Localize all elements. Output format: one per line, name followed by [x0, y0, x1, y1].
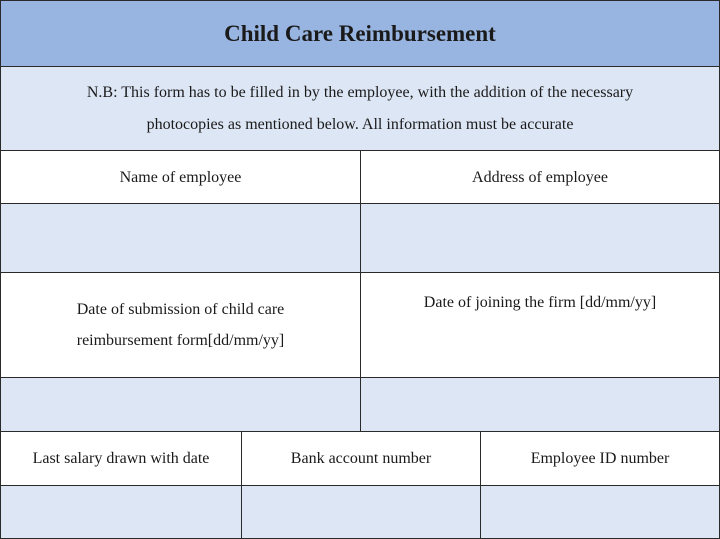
- last-salary-field[interactable]: [1, 486, 241, 538]
- name-address-label-row: [1, 151, 719, 204]
- last-salary-label: Last salary drawn with date: [32, 450, 210, 467]
- date-of-submission-field[interactable]: [1, 378, 360, 431]
- address-of-employee-field[interactable]: [360, 204, 719, 272]
- form-title: Child Care Reimbursement: [224, 20, 496, 46]
- title-row: [1, 1, 719, 67]
- bank-account-field[interactable]: [241, 486, 480, 538]
- date-of-joining-field[interactable]: [360, 378, 719, 431]
- dates-input-row: [1, 378, 719, 432]
- note-row: [1, 67, 719, 151]
- salary-bank-id-input-row: [1, 486, 719, 538]
- bank-account-label: Bank account number: [241, 432, 480, 485]
- employee-id-label: Employee ID number: [480, 432, 719, 485]
- name-of-employee-label: Name of employee: [119, 168, 242, 186]
- employee-id-field[interactable]: [480, 486, 719, 538]
- date-of-submission-label-line-2: reimbursement form[dd/mm/yy]: [76, 332, 285, 349]
- dates-label-row: [1, 273, 719, 378]
- date-of-submission-label-line-1: Date of submission of child care: [76, 301, 285, 318]
- form-note: [1, 67, 719, 150]
- date-of-joining-label: Date of joining the firm [dd/mm/yy]: [360, 273, 719, 377]
- note-line-1: N.B: This form has to be filled in by the employee, with the addition of the necessary: [86, 83, 634, 101]
- name-of-employee-field[interactable]: [1, 204, 360, 272]
- date-of-submission-label: [1, 273, 360, 377]
- address-of-employee-label: Address of employee: [360, 151, 719, 203]
- salary-bank-id-label-row: [1, 432, 719, 486]
- name-address-input-row: [1, 204, 719, 273]
- note-line-2: photocopies as mentioned below. All information must be accurate: [146, 115, 574, 133]
